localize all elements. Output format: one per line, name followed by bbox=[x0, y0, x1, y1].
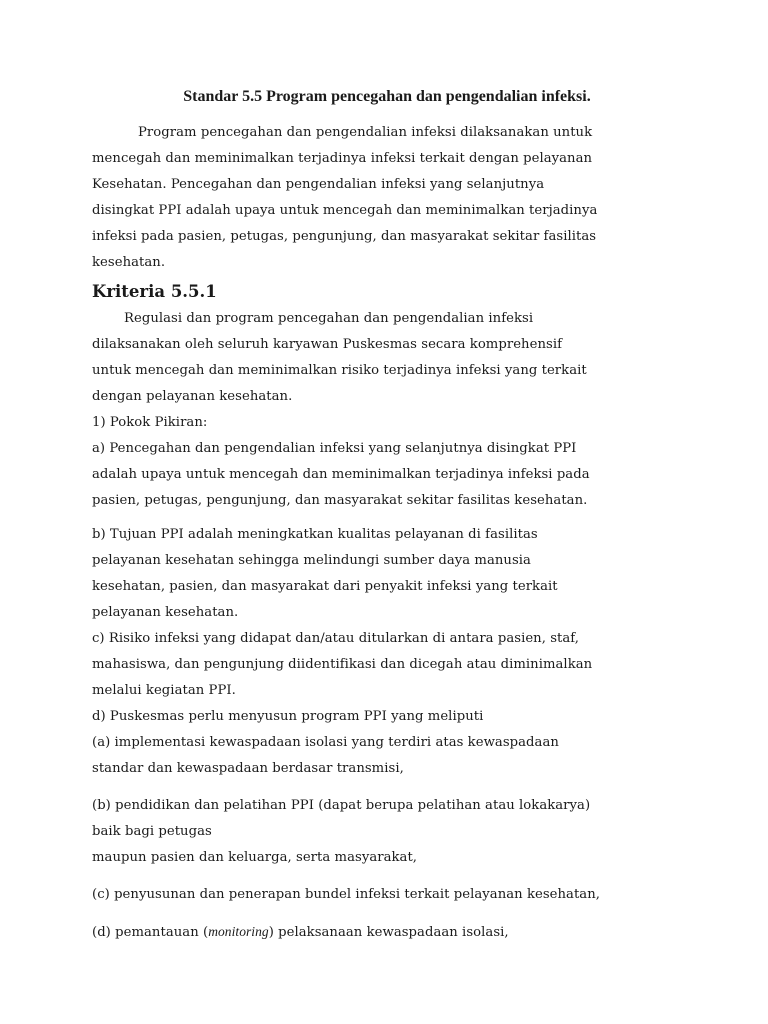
section-heading: Kriteria 5.5.1 bbox=[92, 282, 217, 301]
document-page bbox=[92, 86, 682, 946]
text-line: disingkat PPI adalah upaya untuk mencegah dan meminimalkan terjadinya bbox=[92, 203, 598, 218]
kriteria-paragraph bbox=[92, 306, 682, 410]
point-c bbox=[92, 626, 682, 704]
text-line: mencegah dan meminimalkan terjadinya infeksi terkait dengan pelayanan bbox=[92, 151, 593, 166]
point-d bbox=[92, 704, 682, 782]
text-line: Regulasi dan program pencegahan dan pengendalian infeksi bbox=[124, 311, 534, 326]
text-line: (a) implementasi kewaspadaan isolasi yang terdiri atas kewaspadaan bbox=[92, 735, 559, 750]
italic-term: monitoring bbox=[208, 924, 269, 939]
text-line: pelayanan kesehatan. bbox=[92, 605, 239, 620]
text-line: pelayanan kesehatan sehingga melindungi sumber daya manusia bbox=[92, 553, 531, 568]
text-line: adalah upaya untuk mencegah dan meminimalkan terjadinya infeksi pada bbox=[92, 467, 590, 482]
text-fragment: (d) pemantauan ( bbox=[92, 925, 209, 940]
text-line: Kesehatan. Pencegahan dan pengendalian infeksi yang selanjutnya bbox=[92, 177, 545, 192]
text-line: standar dan kewaspadaan berdasar transmisi, bbox=[92, 761, 404, 776]
page-title: Standar 5.5 Program pencegahan dan pengendalian infeksi. bbox=[183, 88, 591, 105]
pokok-pikiran-label: 1) Pokok Pikiran: bbox=[92, 415, 208, 430]
text-line: Program pencegahan dan pengendalian infeksi dilaksanakan untuk bbox=[138, 125, 593, 140]
text-fragment: ) pelaksanaan kewaspadaan isolasi, bbox=[268, 925, 509, 940]
text-line: infeksi pada pasien, petugas, pengunjung, dan masyarakat sekitar fasilitas bbox=[92, 229, 597, 244]
sub-point-d bbox=[92, 919, 682, 946]
text-line: untuk mencegah dan meminimalkan risiko terjadinya infeksi yang terkait bbox=[92, 363, 587, 378]
text-line: kesehatan. bbox=[92, 255, 166, 270]
text-line: maupun pasien dan keluarga, serta masyarakat, bbox=[92, 850, 418, 865]
text-line: c) Risiko infeksi yang didapat dan/atau ditularkan di antara pasien, staf, bbox=[92, 631, 579, 646]
sub-point-c: (c) penyusunan dan penerapan bundel infeksi terkait pelayanan kesehatan, bbox=[92, 887, 601, 902]
sub-point-b bbox=[92, 793, 682, 871]
text-line: a) Pencegahan dan pengendalian infeksi yang selanjutnya disingkat PPI bbox=[92, 441, 577, 456]
text-line: dengan pelayanan kesehatan. bbox=[92, 389, 293, 404]
intro-paragraph bbox=[92, 120, 682, 276]
text-line: kesehatan, pasien, dan masyarakat dari penyakit infeksi yang terkait bbox=[92, 579, 558, 594]
text-line: (b) pendidikan dan pelatihan PPI (dapat berupa pelatihan atau lokakarya) bbox=[92, 798, 591, 813]
text-line: pasien, petugas, pengunjung, dan masyarakat sekitar fasilitas kesehatan. bbox=[92, 493, 588, 508]
text-line: b) Tujuan PPI adalah meningkatkan kualitas pelayanan di fasilitas bbox=[92, 527, 538, 542]
text-line: mahasiswa, dan pengunjung diidentifikasi dan dicegah atau diminimalkan bbox=[92, 657, 593, 672]
text-line: baik bagi petugas bbox=[92, 824, 212, 839]
text-line: melalui kegiatan PPI. bbox=[92, 683, 236, 698]
text-line: dilaksanakan oleh seluruh karyawan Puskesmas secara komprehensif bbox=[92, 337, 563, 352]
text-line: d) Puskesmas perlu menyusun program PPI yang meliputi bbox=[92, 709, 484, 724]
point-a bbox=[92, 436, 682, 514]
point-b bbox=[92, 522, 682, 626]
